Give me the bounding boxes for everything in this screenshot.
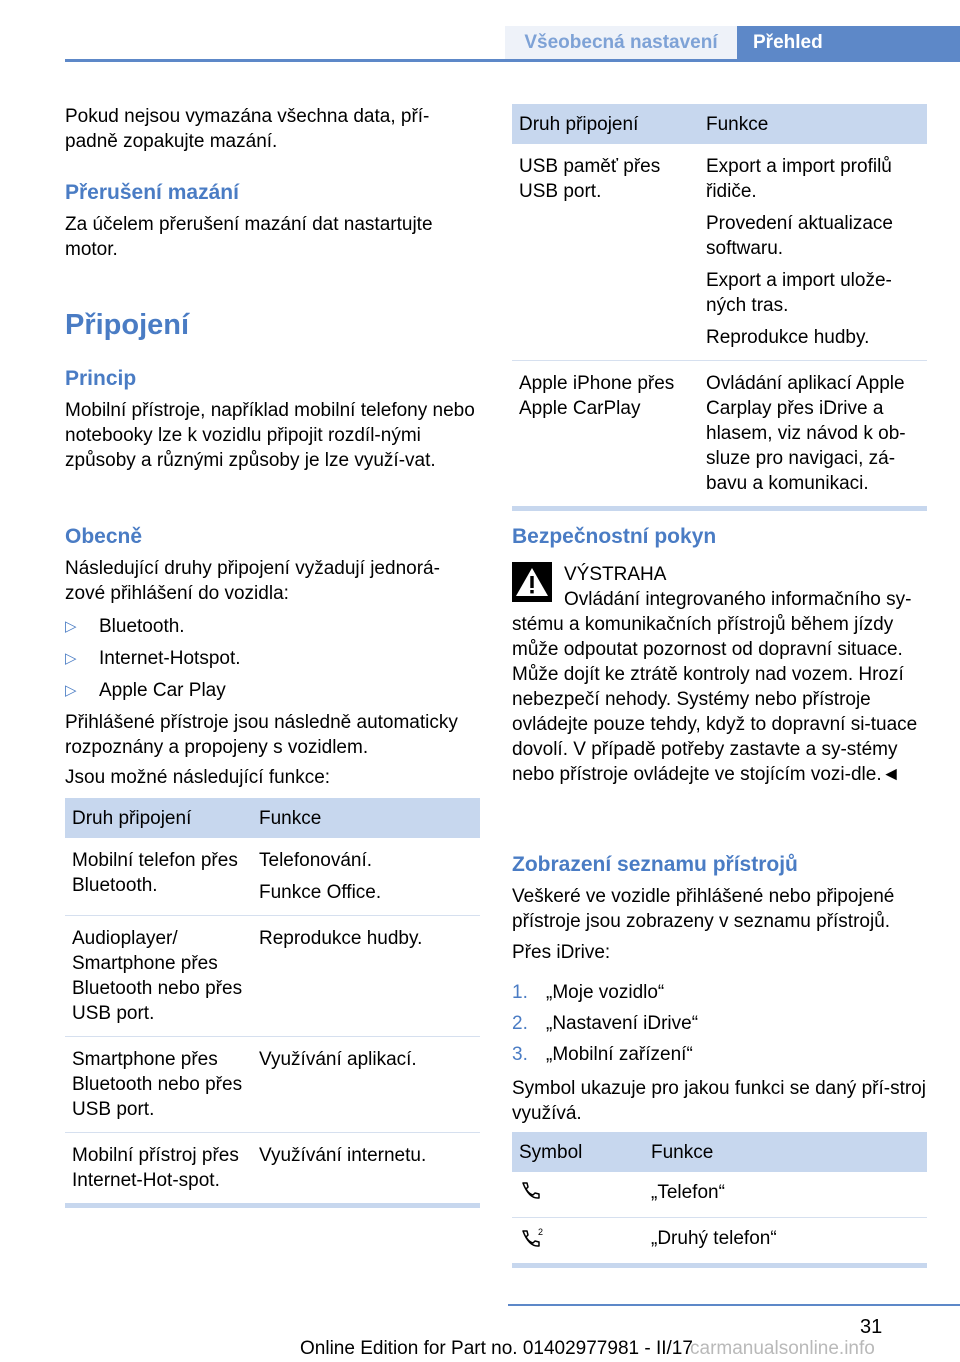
- step-label: „Mobilní zařízení“: [546, 1044, 693, 1065]
- idrive-steps-list: [512, 980, 927, 1073]
- list-item: [65, 614, 480, 646]
- list-item: [65, 646, 480, 678]
- cell-type: Audioplayer/ Smartphone přes Bluetooth nebo přes USB port.: [65, 916, 252, 1037]
- heading-principle: Princip: [65, 367, 137, 390]
- symbol-table: [512, 1132, 927, 1268]
- table-bottom-rule: [65, 1203, 480, 1208]
- column-header-symbol: Symbol: [512, 1132, 644, 1172]
- cell-function: [699, 144, 927, 361]
- function-line: Reprodukce hudby.: [706, 327, 870, 348]
- cell-function: Reprodukce hudby.: [252, 916, 480, 1037]
- heading-connection: Připojení: [65, 309, 190, 341]
- table-row: [512, 1218, 927, 1264]
- paragraph-symbol: Symbol ukazuje pro jakou funkci se daný pří-stroj využívá.: [512, 1078, 926, 1124]
- step-number: 3.: [512, 1044, 528, 1065]
- triangle-bullet-icon: ▷: [65, 682, 77, 699]
- list-item: [512, 1011, 927, 1042]
- list-item: [512, 980, 927, 1011]
- list-item-label: Internet-Hotspot.: [99, 648, 241, 669]
- warning-title: VÝSTRAHA: [564, 564, 667, 585]
- list-item-label: Bluetooth.: [99, 616, 185, 637]
- column-header-type: Druh připojení: [512, 104, 699, 144]
- function-line: Export a import profilů řidiče.: [706, 156, 892, 202]
- header-rule: [65, 59, 960, 62]
- step-number: 1.: [512, 982, 528, 1003]
- paragraph-functions: Jsou možné následující funkce:: [65, 767, 331, 788]
- page-number: 31: [860, 1316, 883, 1338]
- cell-function: Využívání internetu.: [259, 1145, 427, 1166]
- cell-type: USB paměť přes USB port.: [512, 144, 699, 361]
- symbol-table-grid: [512, 1132, 927, 1263]
- warning-icon: [512, 562, 552, 602]
- table-row: [65, 1133, 480, 1204]
- step-number: 2.: [512, 1013, 528, 1034]
- paragraph-general: Následující druhy připojení vyžadují jednorá-zové přihlášení do vozidla:: [65, 558, 440, 604]
- watermark: carmanualsonline.info: [690, 1338, 875, 1359]
- connection-table-right: [512, 104, 927, 511]
- second-phone-icon: [519, 1226, 545, 1248]
- list-item-label: Apple Car Play: [99, 680, 226, 701]
- function-line: Export a import ulože-ných tras.: [706, 270, 892, 316]
- function-line: Funkce Office.: [259, 882, 382, 903]
- step-label: „Moje vozidlo“: [546, 982, 665, 1003]
- table-header-row: [512, 1132, 927, 1172]
- column-header-function: Funkce: [252, 798, 480, 838]
- svg-text:2: 2: [538, 1227, 544, 1237]
- paragraph-retry-text: Pokud nejsou vymazána všechna data, pří- padně zopakujte mazání.: [65, 106, 430, 152]
- cell-symbol: [512, 1218, 644, 1264]
- header-section: Všeobecná nastavení: [505, 26, 737, 59]
- table-row: [512, 144, 927, 361]
- table-row: [512, 1172, 927, 1218]
- table-row: [65, 916, 480, 1037]
- connection-table: [512, 104, 927, 506]
- cell-type: Mobilní přístroj přes Internet-Hot-spot.: [72, 1145, 239, 1191]
- cell-type: Apple iPhone přes Apple CarPlay: [519, 373, 675, 419]
- cell-function: Využívání aplikací.: [252, 1037, 480, 1133]
- table-bottom-rule: [512, 1263, 927, 1268]
- table-row: [65, 838, 480, 916]
- cell-function: „Druhý telefon“: [651, 1228, 777, 1249]
- table-row: [65, 1037, 480, 1133]
- triangle-bullet-icon: ▷: [65, 618, 77, 635]
- heading-safety: Bezpečnostní pokyn: [512, 525, 717, 548]
- list-item: [65, 678, 480, 710]
- table-bottom-rule: [512, 506, 927, 511]
- heading-device-list: Zobrazení seznamu přístrojů: [512, 853, 798, 876]
- heading-cancel-delete: Přerušení mazání: [65, 181, 239, 204]
- paragraph-retry: [65, 104, 480, 154]
- cell-function: [252, 838, 480, 916]
- list-item: [512, 1042, 927, 1073]
- cell-type: Mobilní telefon přes Bluetooth.: [65, 838, 252, 916]
- paragraph-device-list: Veškeré ve vozidle přihlášené nebo připojené přístroje jsou zobrazeny v seznamu přístrojů.: [512, 886, 895, 932]
- connection-types-list: [65, 614, 480, 710]
- cell-symbol: [512, 1172, 644, 1218]
- connection-table: [65, 798, 480, 1203]
- triangle-bullet-icon: ▷: [65, 650, 77, 667]
- paragraph-principle: Mobilní přístroje, například mobilní telefony nebo notebooky lze k vozidlu připojit rozdíl-nými způsoby a různými způsoby je lze využí-vat.: [65, 400, 475, 471]
- paragraph-cancel: Za účelem přerušení mazání dat nastartujte motor.: [65, 214, 433, 260]
- column-header-function: Funkce: [644, 1132, 927, 1172]
- function-line: Telefonování.: [259, 850, 373, 871]
- function-line: Provedení aktualizace softwaru.: [706, 213, 893, 259]
- step-label: „Nastavení iDrive“: [546, 1013, 699, 1034]
- footer-rule: [508, 1304, 960, 1306]
- warning-box: [512, 562, 927, 787]
- cell-function: Ovládání aplikací Apple Carplay přes iDrive a hlasem, viz návod k ob-sluze pro navigaci, zá-bavu a komunikaci.: [706, 373, 906, 494]
- connection-table-left: [65, 798, 480, 1208]
- warning-text: Ovládání integrovaného informačního sy-stému a komunikačních přístrojů během jízdy může odpoutat pozornost od dopravní situace. Může dojít ke ztrátě kontroly nad vozem. Hrozí nebezpečí nehody. Systémy nebo přístroje ovládejte pouze tehdy, když to dopravní si-tuace dovolí. V případě potřeby zastavte a sy-stémy nebo přístroje ovládejte ve stojícím vozi-dle.◄: [512, 589, 918, 785]
- table-header-row: [512, 104, 927, 144]
- column-header-type: Druh připojení: [65, 798, 252, 838]
- header-tab: Přehled: [737, 26, 960, 59]
- column-header-function: Funkce: [699, 104, 927, 144]
- paragraph-auto-connect: Přihlášené přístroje jsou následně automaticky rozpoznány a propojeny s vozidlem.: [65, 712, 458, 758]
- phone-icon: [519, 1180, 541, 1202]
- cell-type: Smartphone přes Bluetooth nebo přes USB port.: [65, 1037, 252, 1133]
- cell-function: „Telefon“: [644, 1172, 927, 1218]
- footer-edition: Online Edition for Part no. 01402977981 - II/17: [300, 1338, 693, 1359]
- paragraph-via-idrive: Přes iDrive:: [512, 942, 611, 963]
- heading-general: Obecně: [65, 525, 143, 548]
- table-row: [512, 361, 927, 507]
- table-header-row: [65, 798, 480, 838]
